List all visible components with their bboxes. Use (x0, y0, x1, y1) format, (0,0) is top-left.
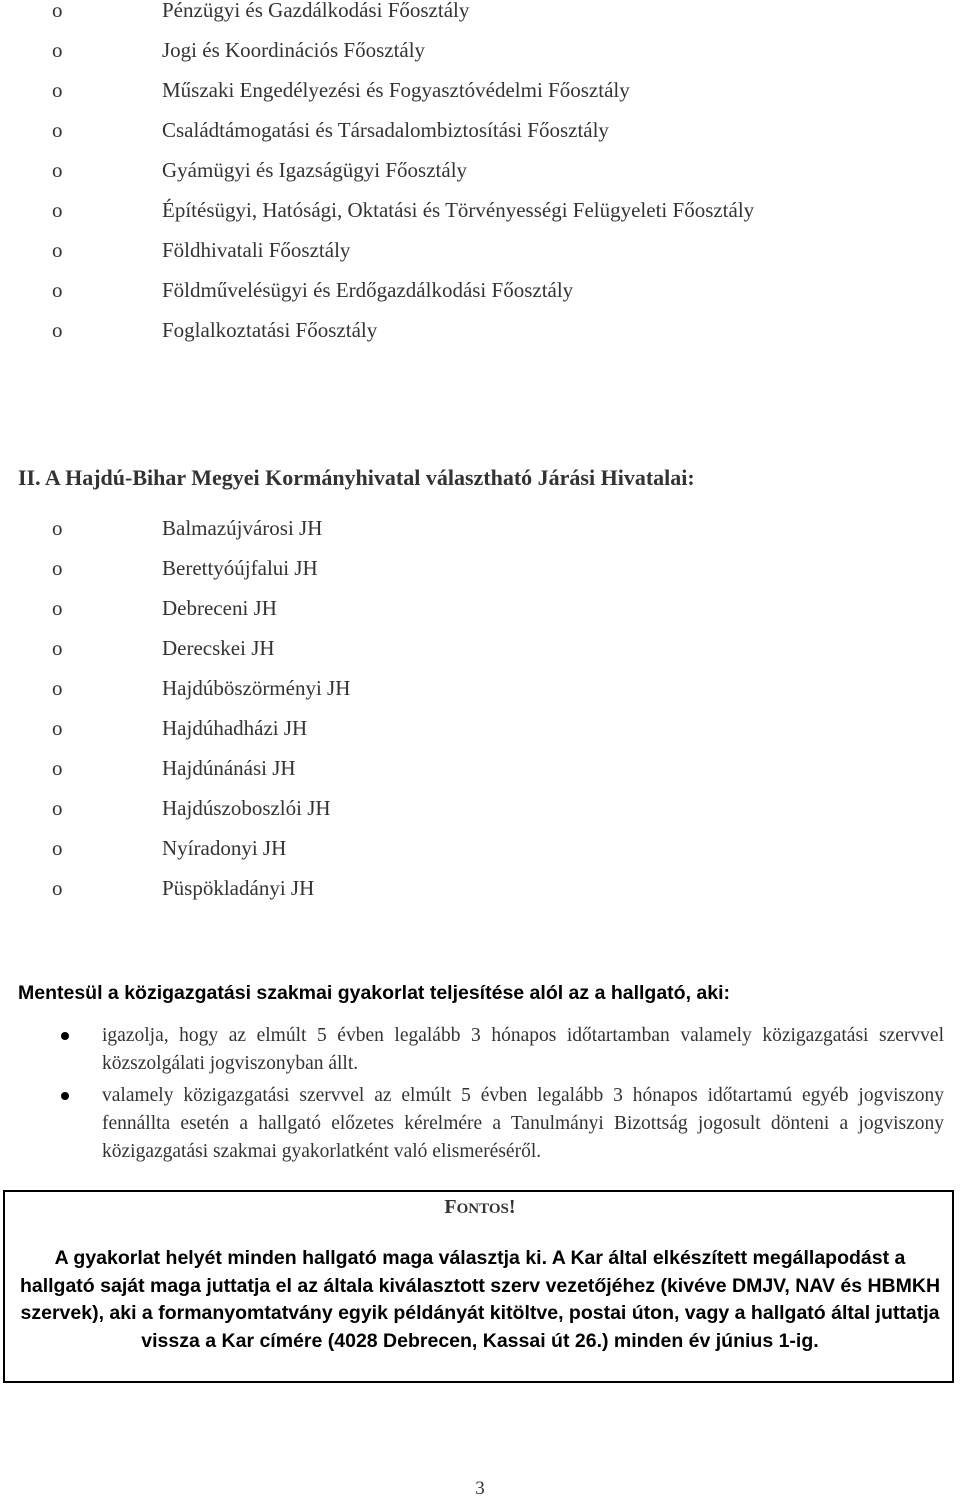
district-office-item-label: Hajdúhadházi JH (162, 716, 308, 740)
notice-title-initial: F (444, 1196, 457, 1218)
list-marker-icon: o (52, 278, 63, 302)
list-marker-icon: o (52, 0, 63, 22)
main-office-item-label: Jogi és Koordinációs Főosztály (162, 38, 426, 62)
notice-body: A gyakorlat helyét minden hallgató maga választja ki. A Kar által elkészített megállapodást a hallgató saját maga juttatja el az általa kiválasztott szerv vezetőjéhez (kivéve DMJV, NAV és HBMKH szervek), aki a formanyomtatvány egyik példányát kitöltve, postai úton, vagy a hallgató által juttatja vissza a Kar címére (4028 Debrecen, Kassai út 26.) minden év június 1-ig. (19, 1247, 941, 1352)
list-marker-icon: o (52, 238, 63, 262)
main-office-item-label: Családtámogatási és Társadalombiztosítási Főosztály (162, 118, 609, 142)
list-marker-icon: o (52, 118, 63, 142)
notice-title (0, 1195, 960, 1221)
list-marker-icon: o (52, 596, 63, 620)
section-heading: II. A Hajdú-Bihar Megyei Kormányhivatal választható Járási Hivatalai: (18, 465, 695, 490)
list-marker-icon: o (52, 318, 63, 342)
list-marker-icon: o (52, 636, 63, 660)
district-office-item-label: Nyíradonyi JH (162, 836, 287, 860)
exemption-heading: Mentesül a közigazgatási szakmai gyakorlat teljesítése alól az a hallgató, aki: (18, 982, 731, 1004)
main-office-item-label: Gyámügyi és Igazságügyi Főosztály (162, 158, 468, 182)
list-marker-icon: o (52, 836, 63, 860)
district-office-item-label: Püspökladányi JH (162, 876, 315, 900)
list-marker-icon: o (52, 876, 63, 900)
district-office-item-label: Hajdúböszörményi JH (162, 676, 351, 700)
district-office-item-label: Hajdúszoboszlói JH (162, 796, 331, 820)
list-marker-icon: o (52, 198, 63, 222)
main-office-item-label: Földhivatali Főosztály (162, 238, 351, 262)
main-office-item-label: Foglalkoztatási Főosztály (162, 318, 378, 342)
exemption-bullet-text: igazolja, hogy az elmúlt 5 évben legalább 3 hónapos időtartamban valamely közigazgatási szervvel közszolgálati jogviszonyban állt. (102, 1025, 944, 1074)
main-office-item-label: Földművelésügyi és Erdőgazdálkodási Főosztály (162, 278, 574, 302)
list-marker-icon: o (52, 716, 63, 740)
district-office-item-label: Balmazújvárosi JH (162, 516, 323, 540)
list-marker-icon: o (52, 158, 63, 182)
district-office-item-label: Derecskei JH (162, 636, 275, 660)
main-office-item-label: Műszaki Engedélyezési és Fogyasztóvédelmi Főosztály (162, 78, 630, 102)
list-marker-icon: o (52, 676, 63, 700)
list-marker-icon: o (52, 516, 63, 540)
district-office-item-label: Hajdúnánási JH (162, 756, 296, 780)
bullet-dot-icon (61, 1032, 69, 1040)
main-office-item-label: Építésügyi, Hatósági, Oktatási és Törvényességi Felügyeleti Főosztály (162, 198, 755, 222)
exemption-bullet-text: valamely közigazgatási szervvel az elmúlt 5 évben legalább 3 hónapos időtartamú egyéb jogviszony fennállta esetén a hallgató előzetes kérelmére a Tanulmányi Bizottság jogosult dönteni a jogviszony közigazgatási szakmai gyakorlatként való elismeréséről. (102, 1085, 944, 1162)
district-office-item-label: Berettyóújfalui JH (162, 556, 318, 580)
notice-title-exclamation: ! (508, 1196, 516, 1218)
bullet-dot-icon (61, 1092, 69, 1100)
district-office-item-label: Debreceni JH (162, 596, 277, 620)
list-marker-icon: o (52, 38, 63, 62)
list-marker-icon: o (52, 78, 63, 102)
page-number: 3 (475, 1478, 485, 1499)
notice-title-rest: ONTOS (456, 1201, 509, 1217)
list-marker-icon: o (52, 796, 63, 820)
main-office-item-label: Pénzügyi és Gazdálkodási Főosztály (162, 0, 470, 22)
list-marker-icon: o (52, 756, 63, 780)
list-marker-icon: o (52, 556, 63, 580)
